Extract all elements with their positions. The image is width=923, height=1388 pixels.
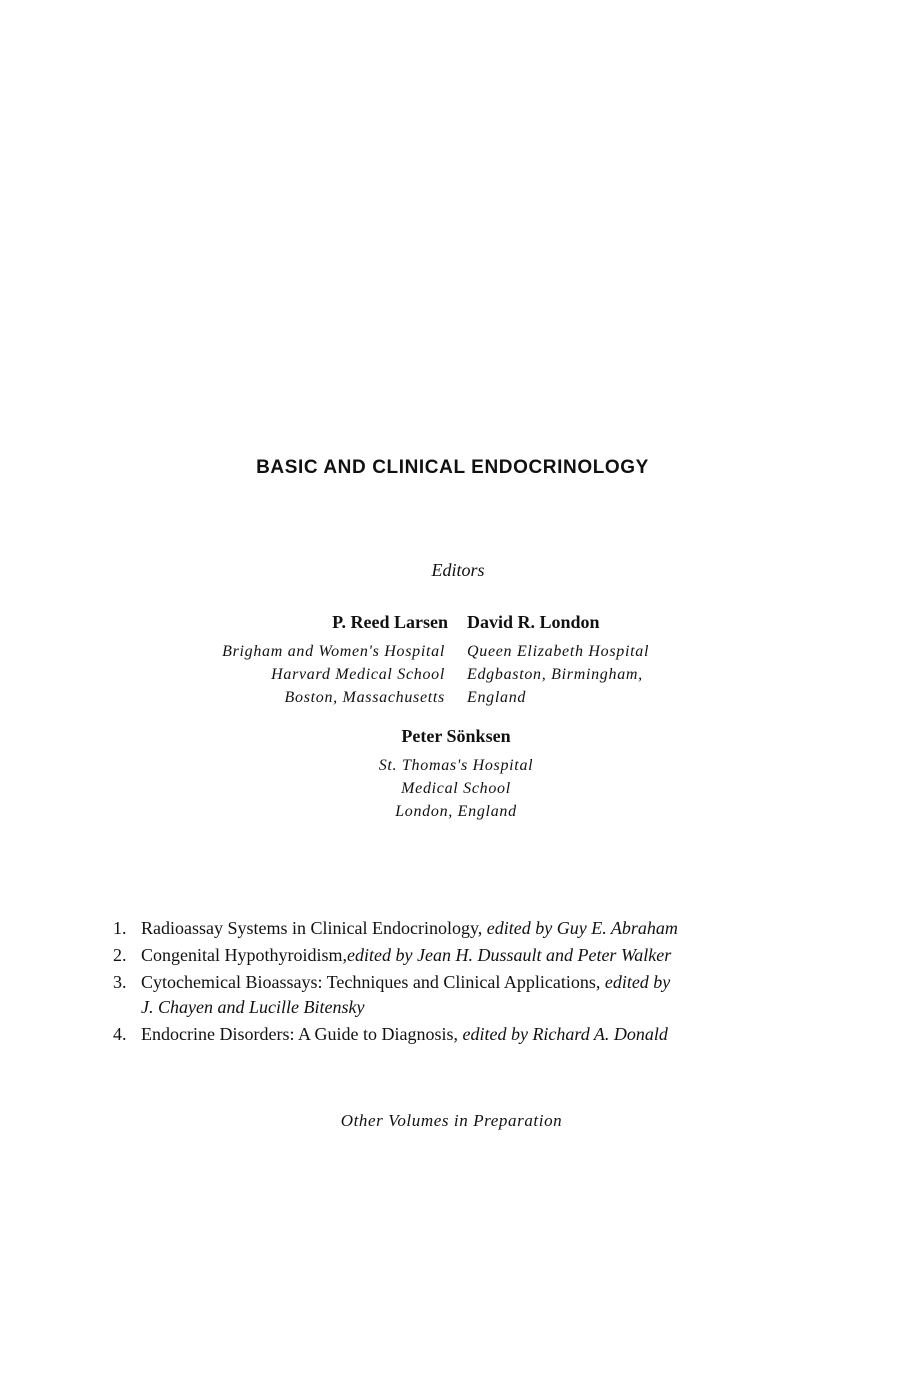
editor-affiliation-sonksen	[0, 754, 912, 823]
affiliation-line: Queen Elizabeth Hospital	[467, 643, 650, 660]
series-title: BASIC AND CLINICAL ENDOCRINOLOGY	[256, 457, 649, 478]
volume-item	[113, 1022, 833, 1047]
volume-editors-continuation: J. Chayen and Lucille Bitensky	[141, 997, 365, 1017]
affiliation-line: Edgbaston, Birmingham,	[467, 666, 643, 683]
volume-item	[113, 943, 833, 968]
editor-name-sonksen: Peter Sönksen	[401, 726, 511, 746]
affiliation-line: Boston, Massachusetts	[284, 689, 445, 706]
volume-title: Congenital Hypothyroidism,	[141, 945, 347, 965]
affiliation-line: England	[467, 689, 527, 706]
editor-affiliation-larsen	[222, 640, 445, 709]
volume-item	[113, 970, 833, 1020]
affiliation-line: Brigham and Women's Hospital	[222, 643, 445, 660]
affiliation-line: St. Thomas's Hospital	[378, 757, 534, 774]
volume-number: 2.	[113, 945, 127, 965]
volume-title: Radioassay Systems in Clinical Endocrinology,	[141, 918, 483, 938]
volume-title: Endocrine Disorders: A Guide to Diagnosis,	[141, 1024, 458, 1044]
footer-note: Other Volumes in Preparation	[340, 1111, 563, 1130]
affiliation-line: Medical School	[401, 780, 511, 797]
editors-label: Editors	[431, 560, 485, 580]
volume-list	[113, 916, 833, 1049]
volume-editors: edited by Guy E. Abraham	[486, 918, 678, 938]
volume-title: Cytochemical Bioassays: Techniques and Clinical Applications,	[141, 972, 601, 992]
editor-name-larsen: P. Reed Larsen	[332, 612, 448, 632]
volume-number: 1.	[113, 918, 127, 938]
editor-affiliation-london	[467, 640, 649, 709]
affiliation-line: Harvard Medical School	[271, 666, 445, 683]
volume-item	[113, 916, 833, 941]
affiliation-line: London, England	[395, 803, 517, 820]
volume-editors: edited by Richard A. Donald	[462, 1024, 668, 1044]
volume-number: 4.	[113, 1024, 127, 1044]
volume-number: 3.	[113, 972, 127, 992]
volume-editors: edited by	[604, 972, 671, 992]
editor-name-london: David R. London	[467, 612, 600, 632]
volume-editors: edited by Jean H. Dussault and Peter Walker	[347, 945, 672, 965]
